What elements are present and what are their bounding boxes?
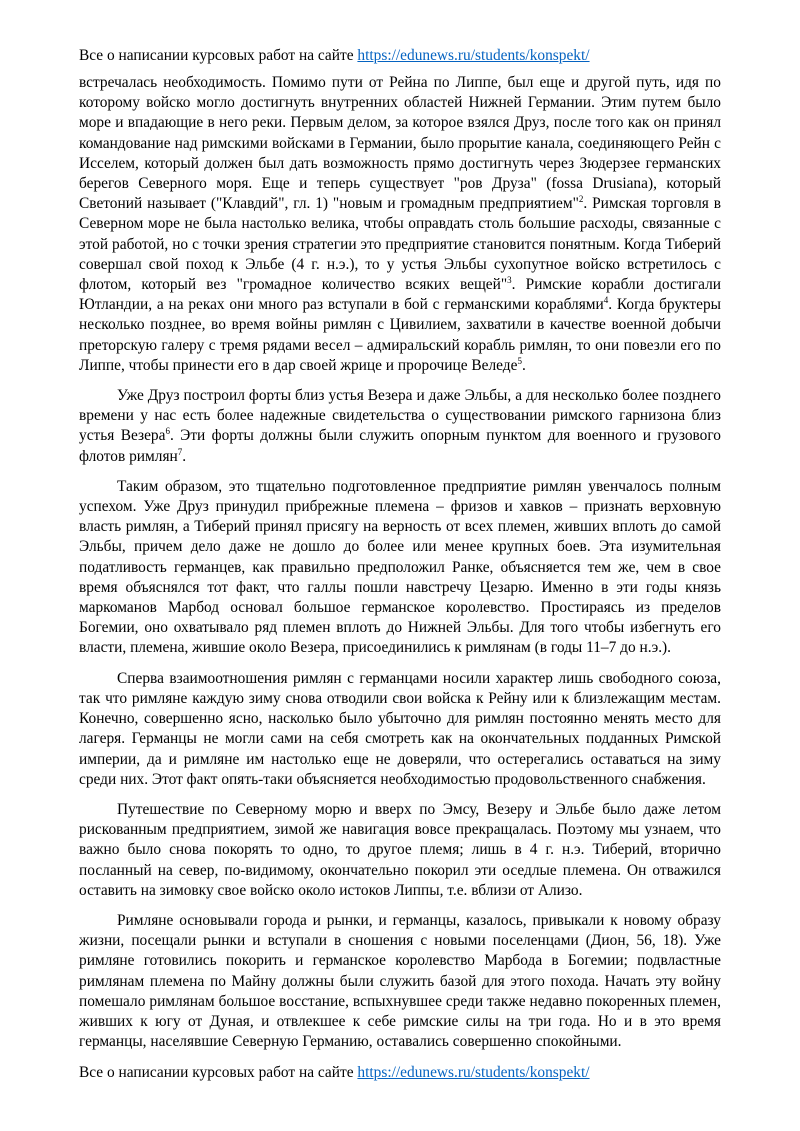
header-prefix-text: Все о написании курсовых работ на сайте [79, 47, 358, 64]
footnote-ref: 5 [517, 355, 522, 366]
paragraph-text: Путешествие по Северному морю и вверх по Эмсу, Везеру и Эльбе было даже летом рискованным предприятием, зимой же навигация вовсе прекращалась. Поэтому мы узнаем, что важно было снова покорять то одно, то другое племя; лишь в 4 г. н.э. Тиберий, вторично посланный на север, по-видимому, окончательно покорил эти оседлые племена. Он отважился оставить на зимовку свое войско около истоков Липпы, т.е. вблизи от Ализо. [79, 800, 721, 899]
paragraph-text: Сперва взаимоотношения римлян с германцами носили характер лишь свободного союза, так что римляне каждую зиму снова отводили свои войска к Рейну или к близлежащим местам. Конечно, совершенно ясно, насколько было убыточно для римлян постоянно менять место для лагеря. Германцы не могли сами на себя смотреть как на окончательных подданных Римской империи, да и римляне им настолько еще не доверяли, что остерегались оставаться на зиму среди них. Этот факт опять-таки объясняется необходимостью продовольственного снабжения. [79, 669, 721, 788]
paragraph [79, 477, 721, 659]
paragraph-text: Таким образом, это тщательно подготовленное предприятие римлян увенчалось полным успехом. Уже Друз принудил прибрежные племена – фризов и хавков – признать верховную власть римлян, а Тиберий принял присягу на верность от всех племен, живших вплоть до самой Эльбы, причем дело даже не дошло до более или менее крупных боев. Эта изумительная податливость германцев, как правильно предположил Ранке, объясняется тем же, чем в свое время объяснялся тот факт, что галлы пошли навстречу Цезарю. Именно в эти годы князь маркоманов Марбод основал большое германское королевство. Простираясь из пределов Богемии, оно охватывало ряд племен вплоть до Нижней Эльбы. Для того чтобы избегнуть его власти, племена, жившие около Везера, присоединились к римлянам (в годы 11–7 до н.э.). [79, 477, 721, 657]
document-page [79, 46, 721, 1062]
page-header [79, 46, 721, 66]
page-footer [79, 1063, 590, 1083]
header-link[interactable]: https://edunews.ru/students/konspekt/ [357, 47, 590, 64]
paragraph [79, 73, 721, 376]
footer-link[interactable]: https://edunews.ru/students/konspekt/ [357, 1064, 590, 1081]
paragraph-text: . Когда бруктеры несколько позднее, во время войны римлян с Цивилием, захватили в качестве военной добычи преторскую галеру с тремя рядами весел – адмиральский корабль римлян, то они повезли его по Липпе, чтобы принести его в дар своей жрице и пророчице Веледе [79, 296, 721, 374]
paragraph-text: . Эти форты должны были служить опорным пунктом для военного и грузового флотов римлян [79, 427, 722, 465]
footnote-ref: 6 [165, 426, 170, 437]
footer-prefix-text: Все о написании курсовых работ на сайте [79, 1064, 358, 1081]
paragraph-text: . Римские корабли достигали Ютландии, а на реках они много раз вступали в бой с германскими кораблями [79, 276, 721, 314]
document-body [79, 73, 721, 1052]
footnote-ref: 3 [507, 274, 512, 285]
footnote-ref: 7 [177, 446, 183, 457]
paragraph-text: . [521, 356, 526, 374]
paragraph [79, 800, 721, 901]
paragraph [79, 669, 721, 790]
paragraph-text: . [182, 447, 187, 465]
paragraph-text: . Римская торговля в Северном море не была настолько велика, чтобы оправдать столь большие расходы, связанные с этой работой, но с точки зрения стратегии это предприятие становится понятным. Когда Тиберий совершал свой поход к Эльбе (4 г. н.э.), то у устья Эльбы сухопутное войско встретилось с флотом, который вез "громадное количество всяких вещей" [79, 195, 722, 294]
paragraph-text: Римляне основывали города и рынки, и германцы, казалось, привыкали к новому образу жизни, посещали рынки и вступали в сношения с новыми поселенцами (Дион, 56, 18). Уже римляне готовились покорить и германское королевство Марбода в Богемии; подвластные римлянам племена по Майну должны были служить базой для этого похода. Начать эту войну помешало римлянам большое восстание, вспыхнувшее среди также недавно покоренных племен, живших к югу от Дуная, и отвлекшее к себе римские силы на три года. Но и в это время германцы, населявшие Северную Германию, оставались совершенно спокойными. [79, 911, 721, 1051]
paragraph [79, 911, 721, 1052]
paragraph [79, 386, 721, 467]
paragraph-text: Уже Друз построил форты близ устья Везера и даже Эльбы, а для несколько более позднего времени у нас есть более надежные свидетельства о существовании римского гарнизона близ устья Везера [79, 387, 721, 445]
footnote-ref: 2 [578, 194, 584, 205]
footnote-ref: 4 [603, 295, 609, 306]
paragraph-text: встречалась необходимость. Помимо пути от Рейна по Липпе, был еще и другой путь, идя по которому войско могло достигнуть внутренних областей Нижней Германии. Этим путем было море и впадающие в него реки. Первым делом, за которое взялся Друз, после того как он принял командование над римскими войсками в Германии, было прорытие канала, соединяющего Рейн с Исселем, который должен был дать возможность прямо достигнуть через Зюдерзее германских берегов Северного моря. Еще и теперь существует "ров Друза" (fossa Drusiana), который Светоний называет ("Клавдий", гл. 1) "новым и громадным предприятием" [79, 74, 721, 213]
